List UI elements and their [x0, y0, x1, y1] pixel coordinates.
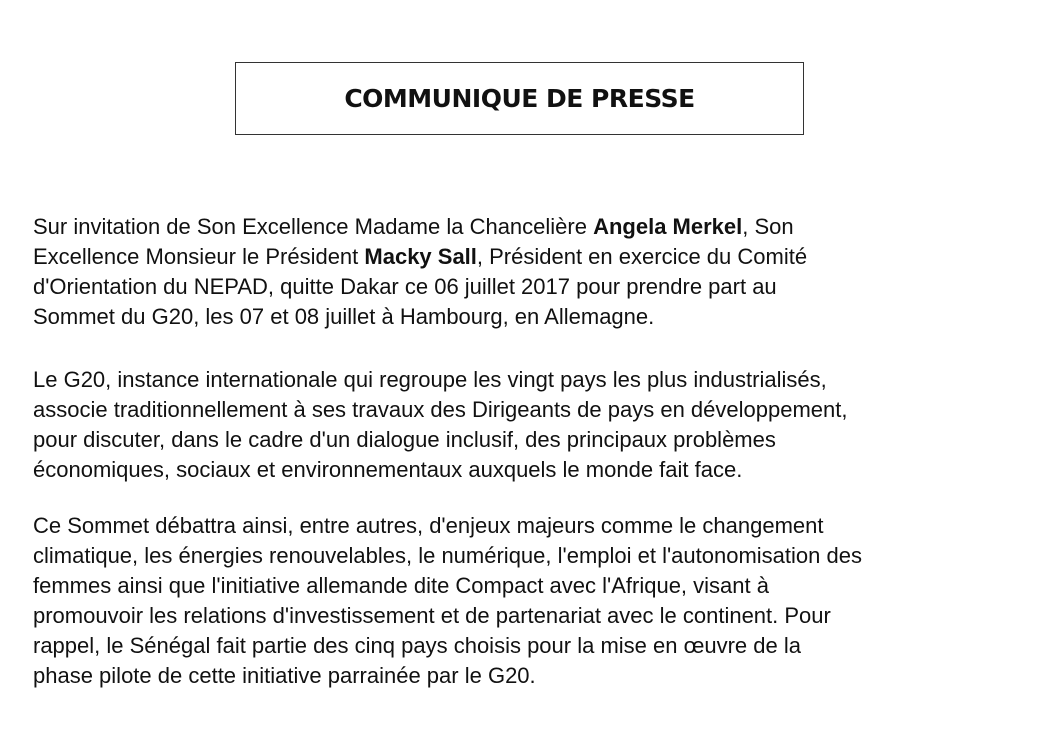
paragraph-line: associe traditionnellement à ses travaux des Dirigeants de pays en développement, — [33, 397, 848, 422]
paragraph-line: Ce Sommet débattra ainsi, entre autres, d'enjeux majeurs comme le changement — [33, 513, 824, 538]
paragraph-line: rappel, le Sénégal fait partie des cinq pays choisis pour la mise en œuvre de la — [33, 633, 801, 658]
paragraph-line: Sommet du G20, les 07 et 08 juillet à Hambourg, en Allemagne. — [33, 304, 655, 329]
paragraph-g20-description — [33, 365, 1038, 485]
paragraph-line: phase pilote de cette initiative parrainée par le G20. — [33, 663, 536, 688]
title-box — [235, 62, 804, 135]
paragraph-line: Le G20, instance internationale qui regroupe les vingt pays les plus industrialisés, — [33, 367, 827, 392]
paragraph-line: Sur invitation de Son Excellence Madame la Chancelière Angela Merkel, Son — [33, 214, 794, 239]
paragraph-line: femmes ainsi que l'initiative allemande dite Compact avec l'Afrique, visant à — [33, 573, 769, 598]
name-macky-sall: Macky Sall — [364, 244, 477, 269]
paragraph-summit-topics — [33, 511, 1038, 691]
paragraph-line: d'Orientation du NEPAD, quitte Dakar ce 06 juillet 2017 pour prendre part au — [33, 274, 777, 299]
name-angela-merkel: Angela Merkel — [593, 214, 743, 239]
paragraph-line: Excellence Monsieur le Président Macky Sall, Président en exercice du Comité — [33, 244, 808, 269]
paragraph-line: pour discuter, dans le cadre d'un dialogue inclusif, des principaux problèmes — [33, 427, 776, 452]
paragraph-line: économiques, sociaux et environnementaux auxquels le monde fait face. — [33, 457, 743, 482]
paragraph-line: climatique, les énergies renouvelables, le numérique, l'emploi et l'autonomisation des — [33, 543, 862, 568]
paragraph-invitation — [33, 212, 1038, 332]
paragraph-line: promouvoir les relations d'investissement et de partenariat avec le continent. Pour — [33, 603, 831, 628]
page-title: COMMUNIQUE DE PRESSE — [344, 84, 695, 113]
